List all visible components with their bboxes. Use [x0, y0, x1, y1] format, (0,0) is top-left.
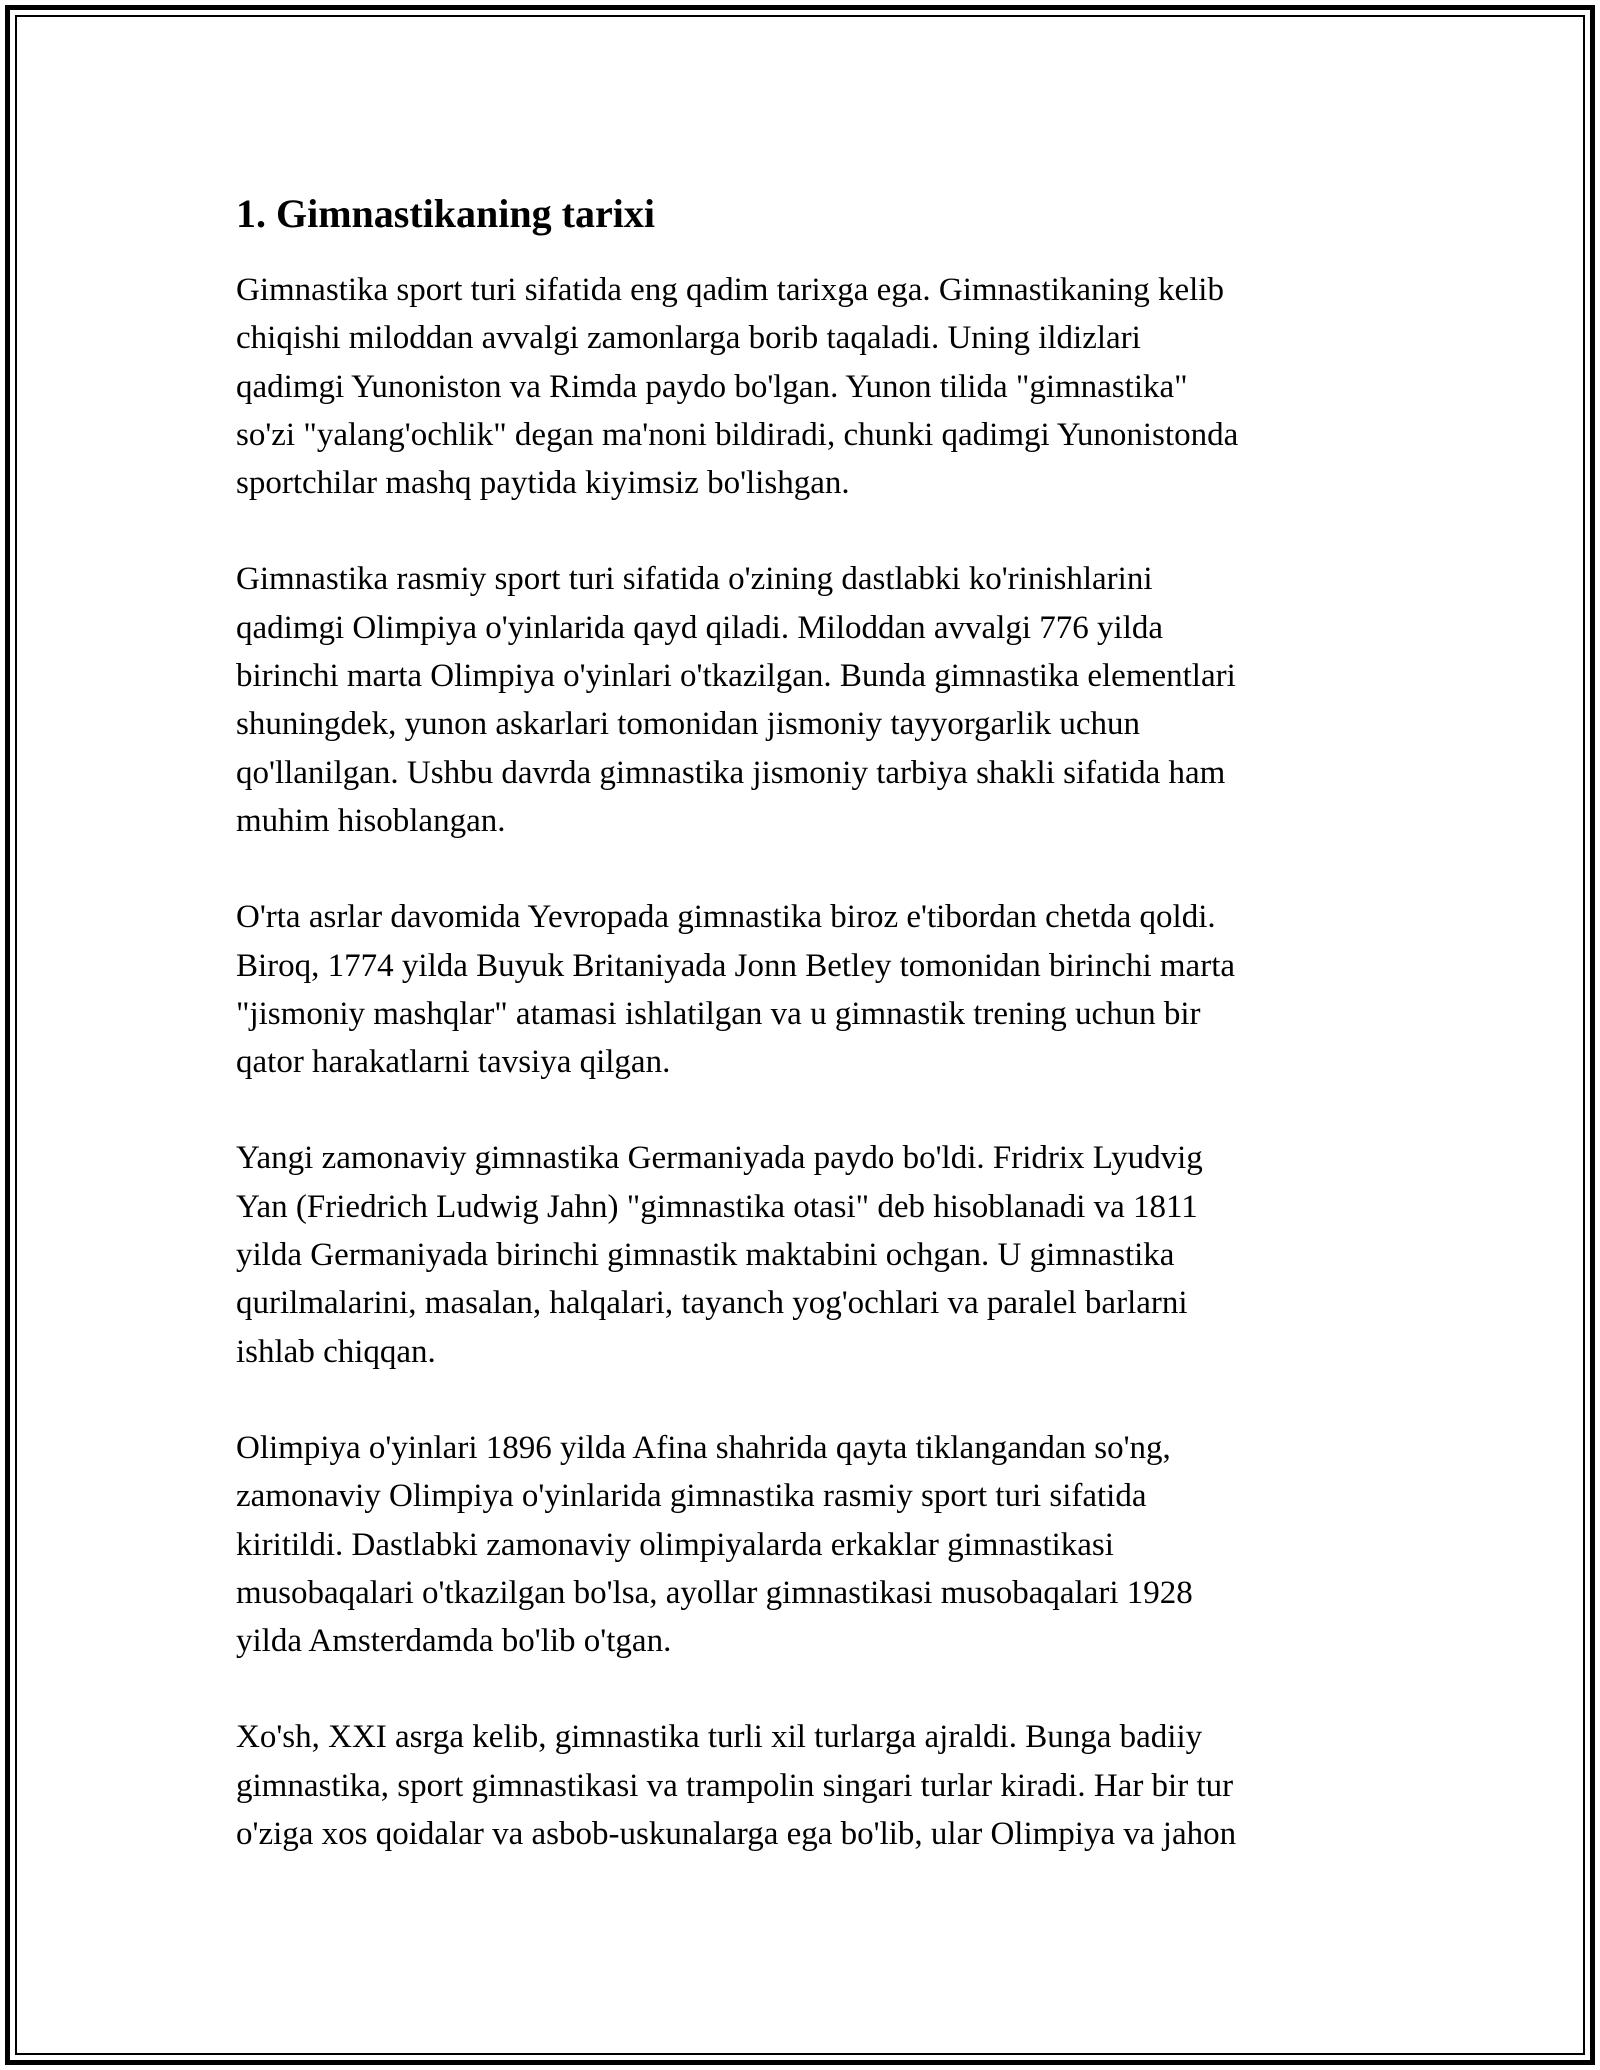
document-body	[236, 186, 1366, 1906]
paragraph-2: Gimnastika rasmiy sport turi sifatida o'zining dastlabki ko'rinishlarini qadimgi Olimpiya o'yinlarida qayd qiladi. Miloddan avvalgi 776 yilda birinchi marta Olimpiya o'yinlari o'tkazilgan. Bunda gimnastika elementlari shuningdek, yunon askarlari tomonidan jismoniy tayyorgarlik uchun qo'llanilgan. Ushbu davrda gimnastika jismoniy tarbiya shakli sifatida ham muhim hisoblangan.	[236, 561, 1236, 839]
paragraph-3: O'rta asrlar davomida Yevropada gimnastika biroz e'tibordan chetda qoldi. Biroq, 1774 yilda Buyuk Britaniyada Jonn Betley tomonidan birinchi marta "jismoniy mashqlar" atamasi ishlatilgan va u gimnastik trening uchun bir qator harakatlarni tavsiya qilgan.	[236, 899, 1236, 1081]
paragraph-5: Olimpiya o'yinlari 1896 yilda Afina shahrida qayta tiklangandan so'ng, zamonaviy Olimpiya o'yinlarida gimnastika rasmiy sport turi sifatida kiritildi. Dastlabki zamonaviy olimpiyalarda erkaklar gimnastikasi musobaqalari o'tkazilgan bo'lsa, ayollar gimnastikasi musobaqalari 1928 yilda Amsterdamda bo'lib o'tgan.	[236, 1429, 1193, 1660]
paragraph-1: Gimnastika sport turi sifatida eng qadim tarixga ega. Gimnastikaning kelib chiqishi miloddan avvalgi zamonlarga borib taqaladi. Uning ildizlari qadimgi Yunoniston va Rimda paydo bo'lgan. Yunon tilida "gimnastika" so'zi "yalang'ochlik" degan ma'noni bildiradi, chunki qadimgi Yunonistonda sportchilar mashq paytida kiyimsiz bo'lishgan.	[236, 272, 1239, 502]
paragraph-4: Yangi zamonaviy gimnastika Germaniyada paydo bo'ldi. Fridrix Lyudvig Yan (Friedrich Ludwig Jahn) "gimnastika otasi" deb hisoblanadi va 1811 yilda Germaniyada birinchi gimnastik maktabini ochgan. U gimnastika qurilmalarini, masalan, halqalari, tayanch yog'ochlari va paralel barlarni ishlab chiqqan.	[236, 1140, 1203, 1370]
section-heading: 1. Gimnastikaning tarixi	[236, 191, 655, 236]
paragraph-6: Xo'sh, XXI asrga kelib, gimnastika turli xil turlarga ajraldi. Bunga badiiy gimnastika, sport gimnastikasi va trampolin singari turlar kiradi. Har bir tur o'ziga xos qoidalar va asbob-uskunalarga ega bo'lib, ular Olimpiya va jahon	[236, 1719, 1237, 1853]
